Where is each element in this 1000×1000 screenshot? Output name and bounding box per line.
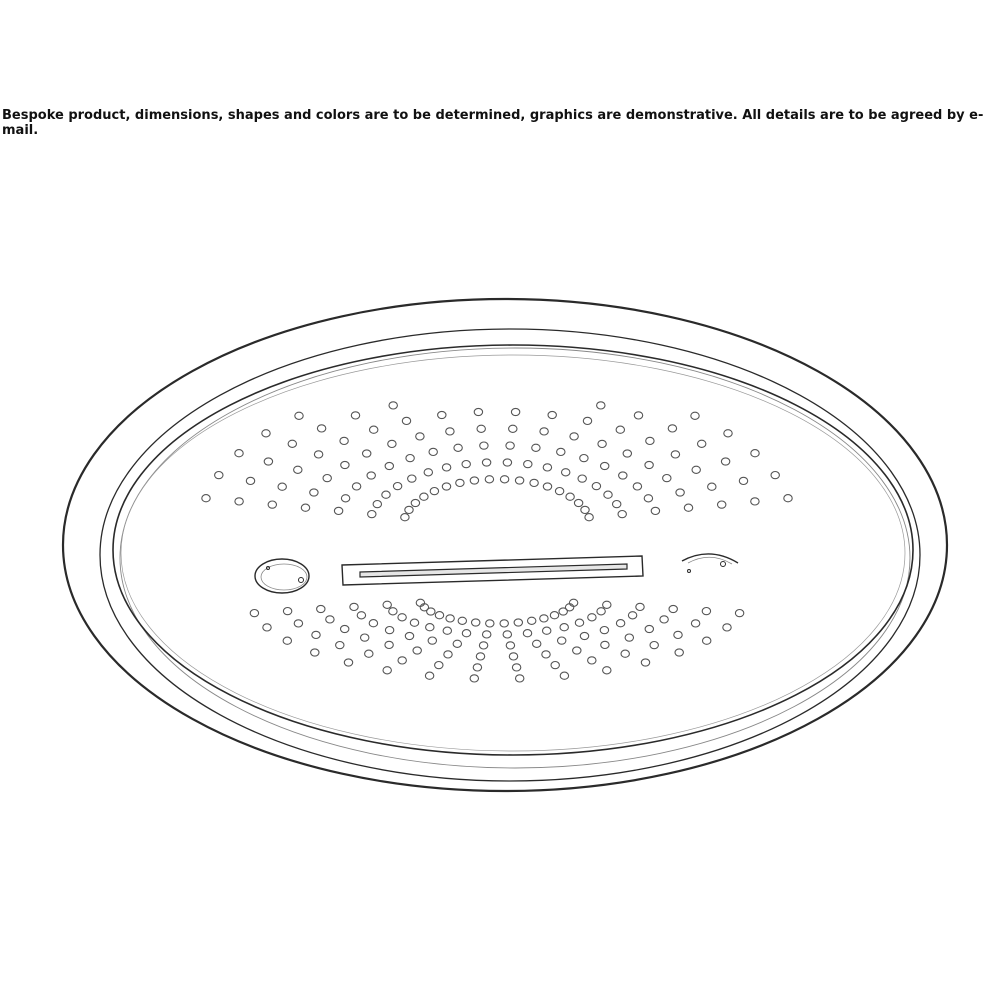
nozzle — [426, 624, 434, 631]
nozzle — [264, 458, 272, 465]
nozzle — [698, 440, 706, 447]
nozzle — [334, 507, 342, 514]
nozzle — [341, 461, 349, 468]
nozzle — [250, 610, 258, 617]
nozzle — [573, 647, 581, 654]
nozzle — [352, 483, 360, 490]
nozzle — [442, 483, 450, 490]
nozzle — [473, 664, 481, 671]
nozzle — [509, 425, 517, 432]
nozzle — [235, 498, 243, 505]
nozzle — [512, 664, 520, 671]
nozzle — [385, 627, 393, 634]
nozzle — [405, 506, 413, 513]
nozzle — [503, 631, 511, 638]
nozzle — [566, 493, 574, 500]
nozzle — [528, 617, 536, 624]
nozzle — [575, 619, 583, 626]
nozzle — [548, 411, 556, 418]
nozzle — [373, 501, 381, 508]
nozzle — [435, 612, 443, 619]
nozzle — [383, 601, 391, 608]
nozzle — [671, 451, 679, 458]
nozzle — [367, 472, 375, 479]
nozzle — [784, 495, 792, 502]
nozzle — [454, 444, 462, 451]
rim-bevel-line — [120, 348, 910, 768]
nozzle — [462, 630, 470, 637]
nozzle — [578, 475, 586, 482]
nozzle — [703, 637, 711, 644]
nozzle — [389, 608, 397, 615]
nozzle — [268, 501, 276, 508]
nozzle — [585, 514, 593, 521]
nozzle — [675, 649, 683, 656]
disclaimer-text: Bespoke product, dimensions, shapes and colors are to be determined, graphics are demonstrative. All details are to be agreed by e-mail. — [2, 108, 984, 138]
nozzle — [365, 650, 373, 657]
nozzle — [398, 657, 406, 664]
inner-plate — [113, 345, 913, 755]
nozzle — [363, 450, 371, 457]
nozzle — [410, 619, 418, 626]
nozzle — [317, 425, 325, 432]
nozzle — [619, 472, 627, 479]
nozzle — [676, 489, 684, 496]
nozzle — [580, 455, 588, 462]
nozzle — [385, 641, 393, 648]
nozzle — [406, 455, 414, 462]
nozzle — [692, 466, 700, 473]
nozzle — [645, 625, 653, 632]
nozzle-field — [202, 402, 792, 682]
nozzle — [398, 614, 406, 621]
nozzle — [408, 475, 416, 482]
nozzle — [650, 642, 658, 649]
nozzle — [618, 510, 626, 517]
nozzle — [503, 459, 511, 466]
nozzle — [476, 653, 484, 660]
nozzle — [543, 483, 551, 490]
nozzle — [411, 499, 419, 506]
nozzle — [429, 448, 437, 455]
nozzle — [588, 614, 596, 621]
nozzle — [751, 498, 759, 505]
nozzle — [543, 627, 551, 634]
nozzle — [708, 483, 716, 490]
nozzle — [560, 624, 568, 631]
nozzle — [646, 437, 654, 444]
nozzle — [385, 462, 393, 469]
nozzle — [435, 662, 443, 669]
nozzle — [574, 499, 582, 506]
nozzle — [516, 675, 524, 682]
nozzle — [444, 651, 452, 658]
nozzle — [532, 444, 540, 451]
nozzle — [446, 615, 454, 622]
nozzle — [660, 616, 668, 623]
nozzle — [350, 603, 358, 610]
nozzle — [389, 402, 397, 409]
nozzle — [370, 426, 378, 433]
left-sensor — [255, 559, 309, 593]
nozzle — [511, 408, 519, 415]
nozzle — [470, 675, 478, 682]
nozzle — [514, 619, 522, 626]
left-sensor-dot — [299, 578, 304, 583]
nozzle — [542, 651, 550, 658]
nozzle — [413, 647, 421, 654]
nozzle — [723, 624, 731, 631]
nozzle — [623, 450, 631, 457]
nozzle — [721, 458, 729, 465]
nozzle — [312, 631, 320, 638]
nozzle — [724, 430, 732, 437]
nozzle — [311, 649, 319, 656]
nozzle — [485, 476, 493, 483]
nozzle — [368, 510, 376, 517]
nozzle — [702, 608, 710, 615]
nozzle — [442, 464, 450, 471]
nozzle — [317, 605, 325, 612]
nozzle — [533, 640, 541, 647]
nozzle — [540, 615, 548, 622]
nozzle — [557, 448, 565, 455]
nozzle — [416, 433, 424, 440]
nozzle — [616, 620, 624, 627]
nozzle — [540, 428, 548, 435]
nozzle — [581, 506, 589, 513]
nozzle — [603, 601, 611, 608]
nozzle — [344, 659, 352, 666]
nozzle — [634, 412, 642, 419]
nozzle — [560, 672, 568, 679]
nozzle — [382, 491, 390, 498]
nozzle — [288, 440, 296, 447]
nozzle — [202, 495, 210, 502]
nozzle — [500, 476, 508, 483]
nozzle — [621, 650, 629, 657]
left-sensor-ring-inner — [261, 564, 307, 590]
light-strip — [342, 556, 643, 585]
nozzle — [645, 461, 653, 468]
nozzle — [462, 461, 470, 468]
nozzle — [691, 620, 699, 627]
nozzle — [472, 619, 480, 626]
nozzle — [625, 634, 633, 641]
outer-rim-edge — [63, 299, 947, 791]
nozzle — [341, 495, 349, 502]
nozzle — [326, 616, 334, 623]
nozzle — [551, 662, 559, 669]
nozzle — [340, 437, 348, 444]
nozzle — [453, 640, 461, 647]
nozzle — [361, 634, 369, 641]
nozzle — [283, 637, 291, 644]
nozzle — [295, 412, 303, 419]
nozzle — [443, 627, 451, 634]
nozzle — [684, 504, 692, 511]
nozzle — [351, 412, 359, 419]
nozzle — [477, 425, 485, 432]
nozzle — [558, 637, 566, 644]
nozzle — [616, 426, 624, 433]
nozzle — [310, 489, 318, 496]
nozzle — [283, 608, 291, 615]
nozzle — [428, 637, 436, 644]
nozzle — [543, 464, 551, 471]
nozzle — [524, 461, 532, 468]
outer-rim — [63, 299, 947, 791]
nozzle — [583, 417, 591, 424]
nozzle — [674, 631, 682, 638]
nozzle — [323, 475, 331, 482]
nozzle — [301, 504, 309, 511]
nozzle — [515, 477, 523, 484]
nozzle — [506, 442, 514, 449]
nozzle — [430, 488, 438, 495]
right-sensor-dot — [721, 562, 726, 567]
nozzle — [523, 630, 531, 637]
nozzle — [636, 603, 644, 610]
right-sensor-dot — [688, 570, 691, 573]
nozzle — [482, 459, 490, 466]
right-sensor — [682, 554, 738, 573]
nozzle — [446, 428, 454, 435]
nozzle — [405, 632, 413, 639]
nozzle — [474, 408, 482, 415]
nozzle — [246, 477, 254, 484]
nozzle — [644, 495, 652, 502]
nozzle — [215, 472, 223, 479]
nozzle — [588, 657, 596, 664]
nozzle — [480, 442, 488, 449]
nozzle — [751, 450, 759, 457]
nozzle — [500, 620, 508, 627]
nozzle — [559, 608, 567, 615]
nozzle — [294, 466, 302, 473]
nozzle — [601, 462, 609, 469]
nozzle — [601, 641, 609, 648]
nozzle — [604, 491, 612, 498]
nozzle — [600, 627, 608, 634]
nozzle — [598, 440, 606, 447]
nozzle — [470, 477, 478, 484]
nozzle — [294, 620, 302, 627]
nozzle — [580, 632, 588, 639]
nozzle — [458, 617, 466, 624]
nozzle — [262, 430, 270, 437]
nozzle — [483, 631, 491, 638]
nozzle — [691, 412, 699, 419]
nozzle — [555, 488, 563, 495]
nozzle — [597, 608, 605, 615]
nozzle — [613, 501, 621, 508]
nozzle — [424, 469, 432, 476]
nozzle — [718, 501, 726, 508]
nozzle — [628, 612, 636, 619]
nozzle — [314, 451, 322, 458]
nozzle — [651, 507, 659, 514]
nozzle — [668, 425, 676, 432]
nozzle — [263, 624, 271, 631]
nozzle — [739, 477, 747, 484]
nozzle — [509, 653, 517, 660]
inner-plate-edge — [113, 345, 913, 755]
nozzle — [420, 493, 428, 500]
nozzle — [479, 642, 487, 649]
nozzle — [393, 483, 401, 490]
nozzle — [369, 620, 377, 627]
nozzle — [597, 402, 605, 409]
nozzle — [278, 483, 286, 490]
nozzle — [663, 475, 671, 482]
nozzle — [456, 479, 464, 486]
nozzle — [506, 642, 514, 649]
nozzle — [550, 612, 558, 619]
nozzle — [336, 642, 344, 649]
nozzle — [669, 605, 677, 612]
rim-edge-inner — [100, 329, 920, 781]
nozzle — [425, 672, 433, 679]
nozzle — [771, 472, 779, 479]
nozzle — [603, 667, 611, 674]
nozzle — [388, 440, 396, 447]
nozzle — [438, 411, 446, 418]
nozzle — [562, 469, 570, 476]
nozzle — [641, 659, 649, 666]
nozzle — [383, 667, 391, 674]
nozzle — [633, 483, 641, 490]
nozzle — [592, 483, 600, 490]
nozzle — [402, 417, 410, 424]
nozzle — [486, 620, 494, 627]
nozzle — [570, 433, 578, 440]
nozzle — [235, 450, 243, 457]
nozzle — [735, 610, 743, 617]
nozzle — [530, 479, 538, 486]
nozzle — [341, 625, 349, 632]
nozzle — [357, 612, 365, 619]
nozzle — [401, 514, 409, 521]
